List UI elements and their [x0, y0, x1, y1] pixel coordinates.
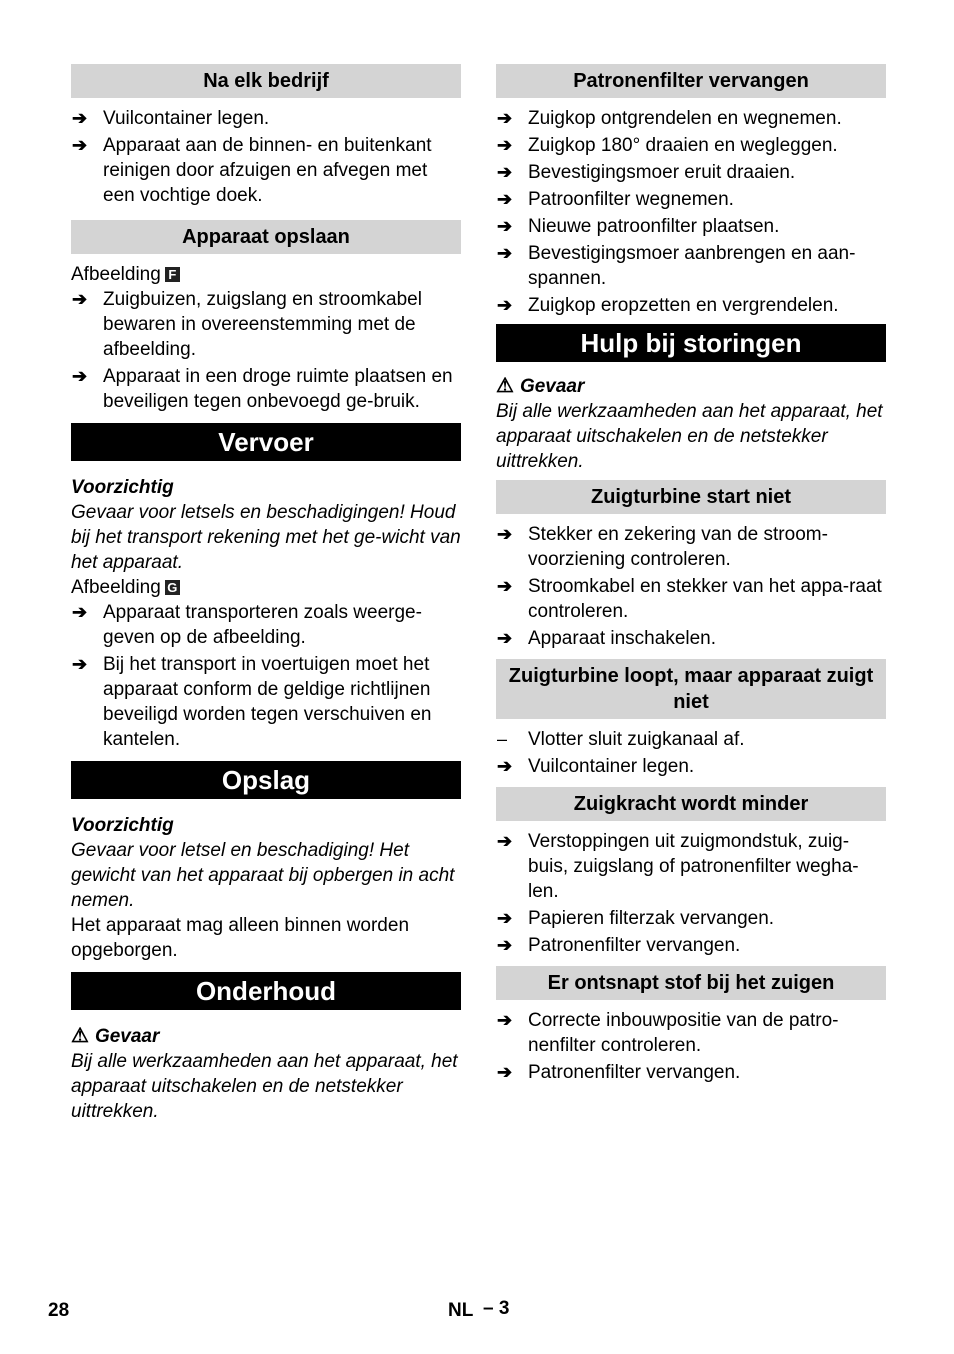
heading-hulp-bij-storingen: Hulp bij storingen: [496, 324, 886, 362]
danger-title: ⚠ Gevaar: [71, 1025, 160, 1047]
heading-stof-ontsnapt: Er ontsnapt stof bij het zuigen: [496, 966, 886, 1000]
heading-na-elk-bedrijf: Na elk bedrijf: [71, 64, 461, 98]
step-item: ➔ Apparaat aan de binnen- en buitenkant reinigen door afzuigen en afvegen met een vochtige doek.: [72, 135, 432, 206]
step-item: ➔ Bevestigingsmoer aanbrengen en aan-spannen.: [497, 243, 856, 289]
step-item: ➔ Stroomkabel en stekker van het appa-raat controleren.: [497, 576, 882, 622]
step-item: ➔ Zuigkop eropzetten en vergrendelen.: [497, 295, 839, 316]
arrow-right-icon: ➔: [497, 108, 513, 128]
step-item: ➔ Bij het transport in voertuigen moet het apparaat conform de geldige richtlijnen beveiligd worden tegen verschuiven en kantelen.: [72, 654, 432, 750]
step-item: ➔ Patroonfilter wegnemen.: [497, 189, 734, 210]
danger-text: Bij alle werkzaamheden aan het apparaat, het apparaat uitschakelen en de netstekker uittrekken.: [496, 401, 883, 472]
arrow-right-icon: ➔: [72, 366, 88, 386]
step-item: ➔ Patronenfilter vervangen.: [497, 1062, 741, 1083]
step-item: ➔ Apparaat inschakelen.: [497, 628, 717, 649]
arrow-right-icon: ➔: [497, 162, 513, 182]
arrow-right-icon: ➔: [497, 1010, 513, 1030]
danger-text: Bij alle werkzaamheden aan het apparaat, het apparaat uitschakelen en de netstekker uittrekken.: [71, 1051, 458, 1122]
section-page-number: – 3: [483, 1298, 510, 1319]
step-item: ➔ Correcte inbouwpositie van de patro-nenfilter controleren.: [497, 1010, 839, 1056]
heading-onderhoud: Onderhoud: [71, 972, 461, 1010]
arrow-right-icon: ➔: [497, 756, 513, 776]
figure-reference: Afbeelding G: [71, 575, 461, 600]
arrow-right-icon: ➔: [72, 289, 88, 309]
step-item: ➔ Bevestigingsmoer eruit draaien.: [497, 162, 796, 183]
step-item: ➔ Apparaat in een droge ruimte plaatsen en beveiligen tegen onbevoegd ge-bruik.: [72, 366, 453, 412]
arrow-right-icon: ➔: [497, 831, 513, 851]
step-item: ➔ Vuilcontainer legen.: [497, 756, 695, 777]
arrow-right-icon: ➔: [497, 295, 513, 315]
arrow-right-icon: ➔: [72, 602, 88, 622]
arrow-right-icon: ➔: [72, 108, 88, 128]
arrow-right-icon: ➔: [72, 135, 88, 155]
arrow-right-icon: ➔: [497, 524, 513, 544]
arrow-right-icon: ➔: [497, 908, 513, 928]
arrow-right-icon: ➔: [497, 1062, 513, 1082]
caution-title: Voorzichtig: [71, 815, 174, 836]
heading-apparaat-opslaan: Apparaat opslaan: [71, 220, 461, 254]
caution-text: Gevaar voor letsel en beschadiging! Het gewicht van het apparaat bij opbergen in acht nemen.: [71, 840, 455, 911]
step-item: ➔ Stekker en zekering van de stroom-voorziening controleren.: [497, 524, 828, 570]
caution-title: Voorzichtig: [71, 477, 174, 498]
heading-vervoer: Vervoer: [71, 423, 461, 461]
step-item: ➔ Nieuwe patroonfilter plaatsen.: [497, 216, 780, 237]
step-item: ➔ Zuigkop 180° draaien en wegleggen.: [497, 135, 838, 156]
arrow-right-icon: ➔: [497, 576, 513, 596]
figure-letter: G: [165, 580, 180, 595]
arrow-right-icon: ➔: [497, 189, 513, 209]
step-item: ➔ Verstoppingen uit zuigmondstuk, zuig-buis, zuigslang of patronenfilter wegha-len.: [497, 831, 859, 902]
step-item: ➔ Zuigbuizen, zuigslang en stroomkabel bewaren in overeenstemming met de afbeelding.: [72, 289, 422, 360]
dash-item: – Vlotter sluit zuigkanaal af.: [497, 729, 745, 750]
arrow-right-icon: ➔: [497, 243, 513, 263]
arrow-right-icon: ➔: [497, 935, 513, 955]
arrow-right-icon: ➔: [497, 628, 513, 648]
page-number: 28: [48, 1300, 70, 1321]
arrow-right-icon: ➔: [497, 216, 513, 236]
right-column: [496, 64, 886, 1087]
heading-zuigturbine-start-niet: Zuigturbine start niet: [496, 480, 886, 514]
step-item: ➔ Zuigkop ontgrendelen en wegnemen.: [497, 108, 842, 129]
note-text: Het apparaat mag alleen binnen worden opgeborgen.: [71, 915, 410, 961]
warning-triangle-icon: ⚠: [496, 375, 514, 397]
heading-opslag: Opslag: [71, 761, 461, 799]
step-item: ➔ Apparaat transporteren zoals weerge-geven op de afbeelding.: [72, 602, 422, 648]
caution-text: Gevaar voor letsels en beschadigingen! Houd bij het transport rekening met het ge-wicht van het apparaat.: [71, 502, 461, 573]
danger-title: ⚠ Gevaar: [496, 375, 585, 397]
warning-triangle-icon: ⚠: [71, 1025, 89, 1047]
step-item: ➔ Patronenfilter vervangen.: [497, 935, 741, 956]
step-item: ➔ Vuilcontainer legen.: [72, 108, 270, 129]
language-code: NL: [448, 1300, 474, 1321]
step-item: ➔ Papieren filterzak vervangen.: [497, 908, 775, 929]
dash-icon: –: [497, 729, 508, 749]
arrow-right-icon: ➔: [497, 135, 513, 155]
left-column: [71, 64, 461, 1124]
heading-zuigturbine-loopt: Zuigturbine loopt, maar apparaat zuigt niet: [496, 659, 886, 719]
figure-letter: F: [165, 267, 180, 282]
heading-zuigkracht-minder: Zuigkracht wordt minder: [496, 787, 886, 821]
arrow-right-icon: ➔: [72, 654, 88, 674]
figure-reference: Afbeelding F: [71, 262, 461, 287]
heading-patronenfilter: Patronenfilter vervangen: [496, 64, 886, 98]
